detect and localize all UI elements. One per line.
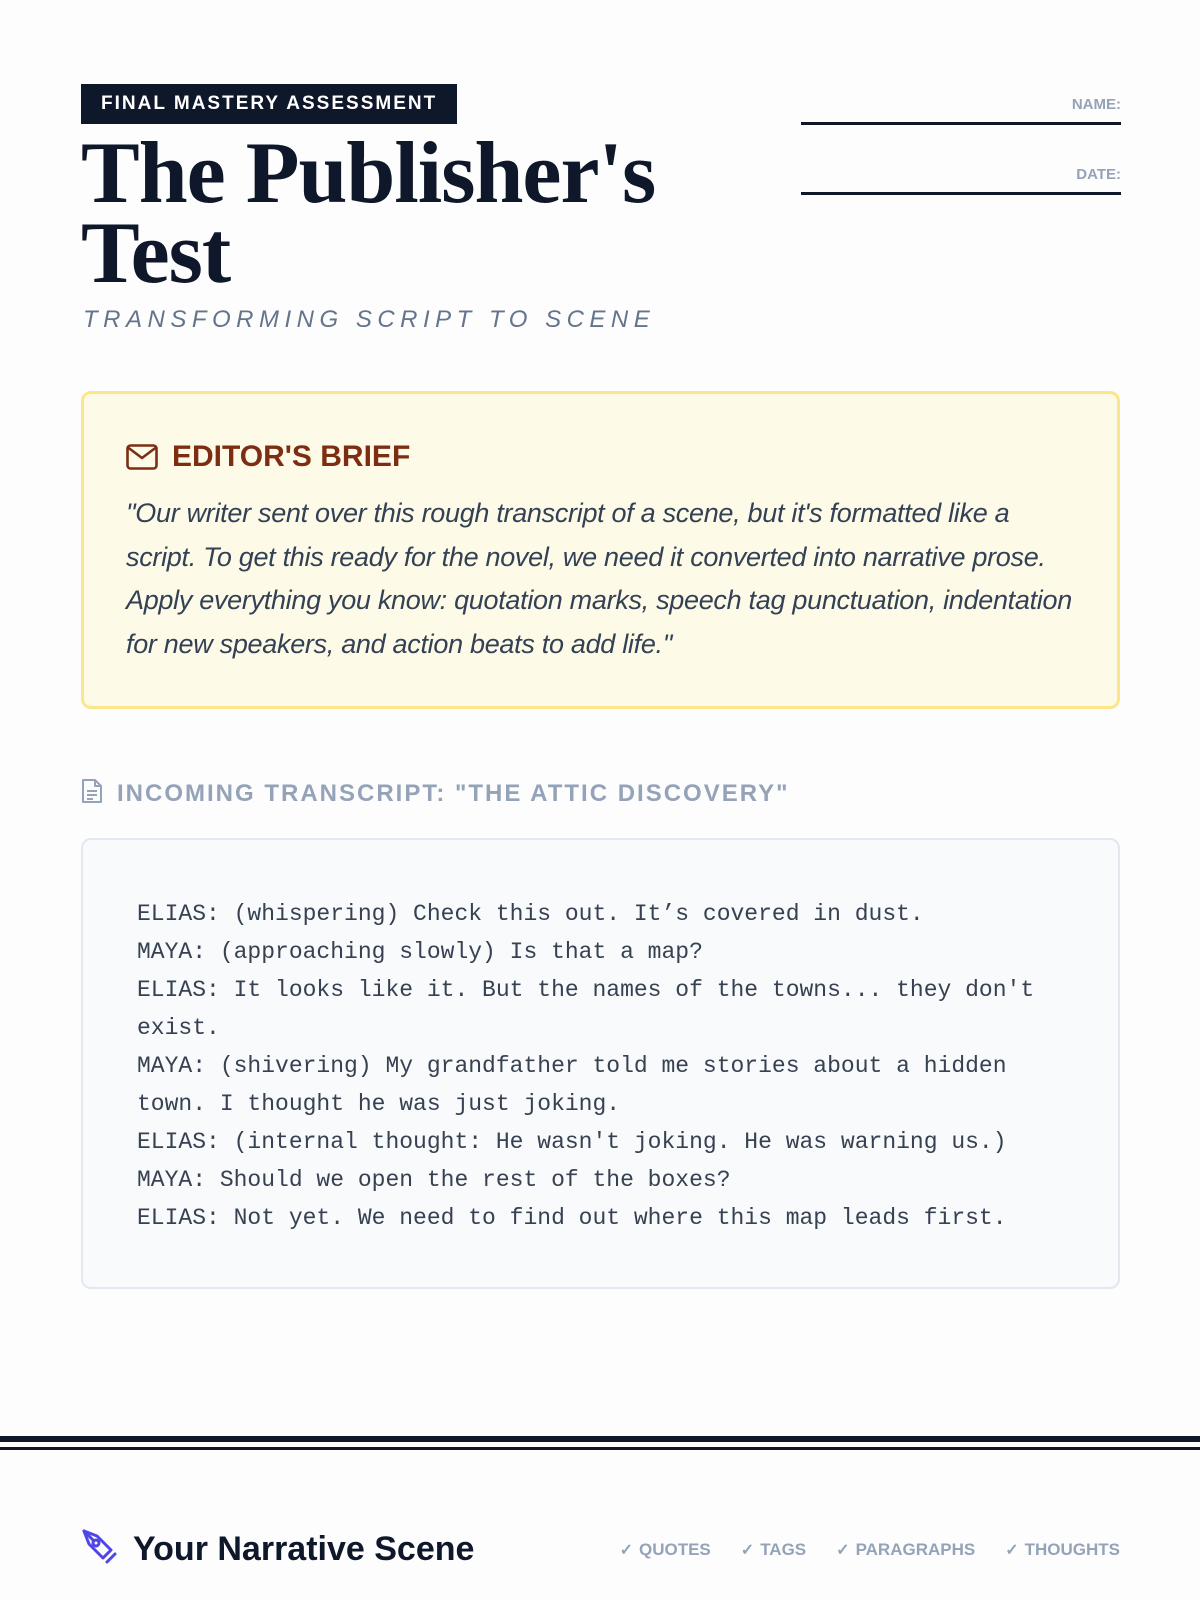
checklist-item-paragraphs	[836, 1540, 975, 1560]
brief-text: "Our writer sent over this rough transcript of a scene, but it's formatted like a script. To get this ready for the novel, we need it converted into narrative prose. Apply everything you know: quotation marks, speech tag punctuation, indentation for new speakers, and action beats to add life."	[126, 498, 1072, 659]
scene-checklist	[620, 1540, 1120, 1560]
transcript-line: ELIAS: It looks like it. But the names of the towns... they don't exist.	[137, 977, 1048, 1041]
checklist-item-tags	[741, 1540, 806, 1560]
checklist-item-quotes	[620, 1540, 711, 1560]
transcript-line: ELIAS: (internal thought: He wasn't joking. He was warning us.)	[137, 1129, 1007, 1155]
name-label: NAME:	[1071, 96, 1121, 113]
scene-header	[81, 1528, 474, 1571]
envelope-icon	[126, 444, 158, 470]
transcript-line: ELIAS: Not yet. We need to find out where this map leads first.	[137, 1205, 1007, 1231]
brief-header	[126, 440, 1077, 474]
editors-brief-box	[81, 391, 1120, 709]
brief-title: EDITOR'S BRIEF	[172, 440, 411, 473]
page-title: The Publisher's Test	[81, 125, 656, 302]
checklist-label: PARAGRAPHS	[855, 1540, 976, 1559]
transcript-header	[81, 778, 790, 809]
date-label: DATE:	[1076, 166, 1121, 183]
name-field[interactable]	[801, 96, 1121, 125]
checklist-label: THOUGHTS	[1024, 1540, 1120, 1559]
transcript-title: INCOMING TRANSCRIPT: "THE ATTIC DISCOVERY"	[117, 779, 790, 807]
transcript-line: ELIAS: (whispering) Check this out. It’s covered in dust.	[137, 901, 924, 927]
checklist-label: TAGS	[760, 1540, 807, 1559]
check-icon: ✓	[740, 1542, 755, 1559]
scene-title: Your Narrative Scene	[133, 1530, 475, 1568]
transcript-line: MAYA: (shivering) My grandfather told me stories about a hidden town. I thought he was just joking.	[137, 1053, 1021, 1117]
checklist-item-thoughts	[1005, 1540, 1120, 1560]
transcript-line: MAYA: (approaching slowly) Is that a map?	[137, 939, 703, 965]
assessment-badge: FINAL MASTERY ASSESSMENT	[81, 84, 457, 124]
check-icon: ✓	[619, 1542, 633, 1559]
page-subtitle: TRANSFORMING SCRIPT TO SCENE	[83, 306, 656, 333]
document-icon	[81, 778, 103, 809]
pen-nib-icon	[81, 1528, 119, 1571]
date-field[interactable]	[801, 166, 1121, 195]
section-divider-thin	[0, 1447, 1200, 1450]
section-divider	[0, 1436, 1200, 1442]
narrative-scene-section	[81, 1528, 1120, 1578]
transcript-line: MAYA: Should we open the rest of the boxes?	[137, 1167, 731, 1193]
worksheet-page	[81, 0, 1120, 1600]
check-icon: ✓	[836, 1542, 850, 1559]
check-icon: ✓	[1005, 1542, 1019, 1559]
checklist-label: QUOTES	[638, 1540, 711, 1559]
transcript-box	[81, 838, 1120, 1289]
